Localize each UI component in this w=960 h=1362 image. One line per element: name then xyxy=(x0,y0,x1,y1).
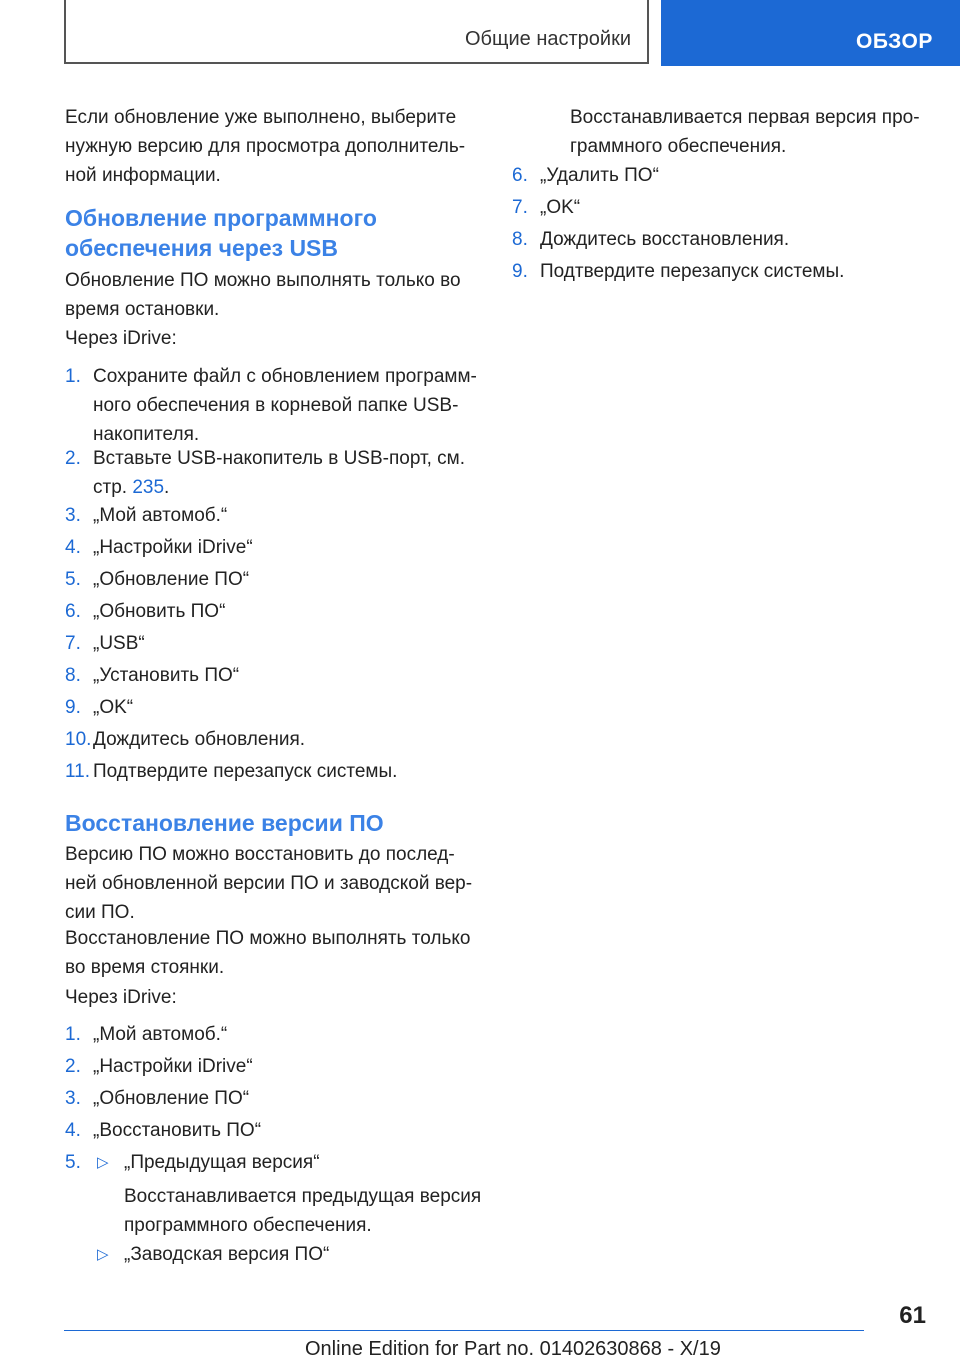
restore-paragraph-1: Версию ПО можно восстановить до последней обновленной версии ПО и заводской версии ПО. xyxy=(65,844,473,923)
step-number: 5. xyxy=(65,1152,81,1173)
step-text: . xyxy=(164,477,170,498)
footer-rule xyxy=(64,1330,864,1331)
step-text: Подтвердите перезапуск системы. xyxy=(540,261,845,282)
step-number: 8. xyxy=(65,665,81,686)
step-number: 4. xyxy=(65,537,81,558)
step-text: „Настройки iDrive“ xyxy=(93,1056,253,1077)
step-text: „Восстановить ПО“ xyxy=(93,1120,262,1141)
step-text: „Настройки iDrive“ xyxy=(93,537,253,558)
edition-footer: Online Edition for Part no. 01402630868 - X/19 xyxy=(305,1338,721,1360)
intro-paragraph: Если обновление уже выполнено, выберите нужную версию для просмотра дополнительной информации. xyxy=(65,107,466,186)
step-number: 4. xyxy=(65,1120,81,1141)
header-box xyxy=(64,0,649,64)
restore-paragraph-3: Через iDrive: xyxy=(65,987,177,1008)
step-number: 7. xyxy=(512,197,528,218)
step-number: 1. xyxy=(65,1024,81,1045)
step-text: „Предыдущая версия“ xyxy=(124,1152,320,1173)
step-text: „Обновление ПО“ xyxy=(93,569,250,590)
step-text: стр. xyxy=(93,477,133,498)
step-text: „Заводская версия ПО“ xyxy=(124,1244,330,1265)
usb-paragraph-2: Через iDrive: xyxy=(65,328,177,349)
step-number: 3. xyxy=(65,505,81,526)
step-text: „OK“ xyxy=(93,697,134,718)
step-text: „Обновление ПО“ xyxy=(93,1088,250,1109)
usb-update-heading: Обновление программного обеспечения через USB xyxy=(65,205,377,261)
step-number: 2. xyxy=(65,1056,81,1077)
continued-note: Восстанавливается первая версия программного обеспечения. xyxy=(570,107,920,157)
step-number: 6. xyxy=(512,165,528,186)
step-number: 9. xyxy=(65,697,81,718)
step-number: 3. xyxy=(65,1088,81,1109)
step-text: Вставьте USB-накопитель в USB-порт, см. xyxy=(93,448,465,469)
step-text: „OK“ xyxy=(540,197,581,218)
section-title: Общие настройки xyxy=(465,28,631,50)
step-text: Сохраните файл с обновлением программ- xyxy=(93,366,477,387)
step-text: накопителя. xyxy=(93,424,200,445)
step-text: „Установить ПО“ xyxy=(93,665,240,686)
step-text: „USB“ xyxy=(93,633,145,654)
step-text: Дождитесь обновления. xyxy=(93,729,306,750)
step-number: 11. xyxy=(65,761,91,782)
chapter-tab[interactable]: ОБЗОР xyxy=(661,0,960,66)
restore-heading: Восстановление версии ПО xyxy=(65,810,384,836)
restore-paragraph-2: Восстановление ПО можно выполнять только во время стоянки. xyxy=(65,928,471,978)
triangle-right-icon: ▷ xyxy=(97,1154,109,1171)
page-link[interactable]: 235 xyxy=(132,477,165,498)
step-text: ного обеспечения в корневой папке USB- xyxy=(93,395,459,416)
step-text: Дождитесь восстановления. xyxy=(540,229,790,250)
step-text: Подтвердите перезапуск системы. xyxy=(93,761,398,782)
sub-option-note: Восстанавливается предыдущая версия программного обеспечения. xyxy=(124,1186,482,1236)
step-text: „Обновить ПО“ xyxy=(93,601,226,622)
triangle-right-icon: ▷ xyxy=(97,1246,109,1263)
step-text: „Удалить ПО“ xyxy=(540,165,659,186)
step-number: 7. xyxy=(65,633,81,654)
step-number: 6. xyxy=(65,601,81,622)
step-number: 8. xyxy=(512,229,528,250)
step-number: 5. xyxy=(65,569,81,590)
page-number: 61 xyxy=(899,1302,926,1329)
usb-paragraph-1: Обновление ПО можно выполнять только во время остановки. xyxy=(65,270,461,320)
step-text: „Мой автомоб.“ xyxy=(93,1024,228,1045)
step-text: „Мой автомоб.“ xyxy=(93,505,228,526)
step-number: 10. xyxy=(65,729,92,750)
step-number: 9. xyxy=(512,261,528,282)
step-number: 2. xyxy=(65,448,81,469)
step-number: 1. xyxy=(65,366,81,387)
